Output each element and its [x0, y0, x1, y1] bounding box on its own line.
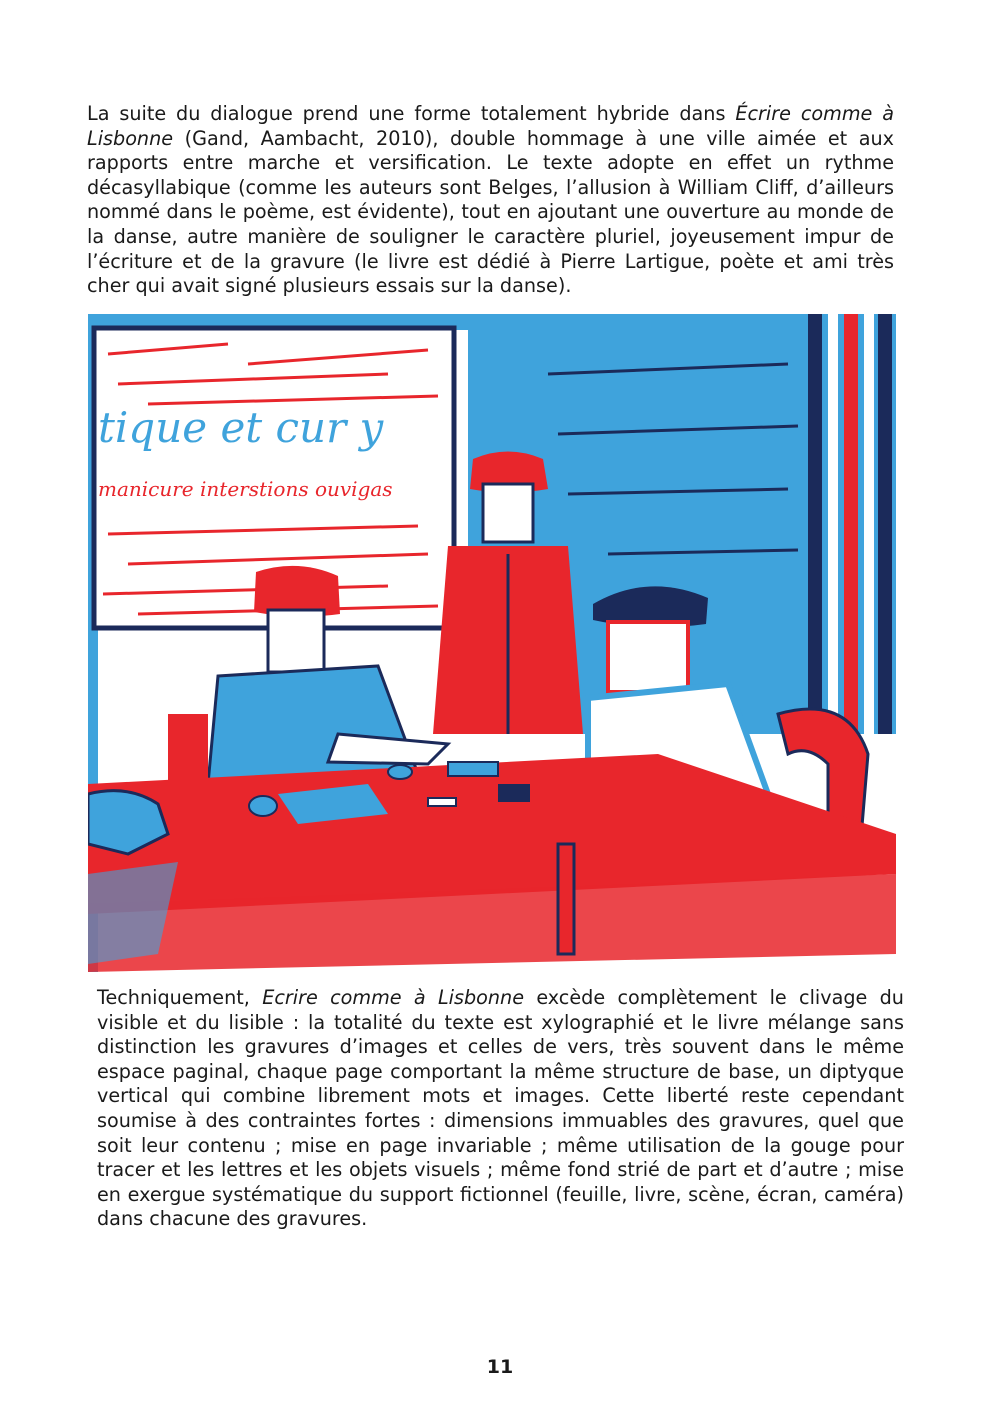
domino-box	[448, 762, 498, 776]
card-box	[498, 784, 530, 802]
poster-text-blue: tique et cur y	[98, 403, 384, 452]
paragraph-intro	[87, 102, 894, 299]
paragraph-technique-text-2: excède complètement le clivage du visible et du lisible : la totalité du texte est xylographié et le livre mélange sans distinction les gravures d’images et celles de vers, très souvent dans le même espace paginal, chaque page comportant la même structure de base, un diptyque vertical qui combine librement mots et images. Cette liberté reste cependant soumise à des contraintes fortes : dimensions immuables des gravures, quel que soit leur contenu ; mise en page invariable ; même utilisation de la gouge pour tracer et les lettres et les objets visuels ; même fond strié de part et d’autre ; mise en exergue systématique du support fictionnel (feuille, livre, scène, écran, caméra) dans chacune des gravures.	[97, 986, 904, 1231]
paragraph-technique	[97, 986, 904, 1232]
paragraph-intro-text-1: La suite du dialogue prend une forme totalement hybride dans	[87, 102, 736, 125]
door-stripes	[808, 314, 892, 734]
ashtray	[388, 765, 412, 779]
woodcut-illustration	[88, 314, 896, 972]
book-title-italic-2: Ecrire comme à Lisbonne	[262, 986, 525, 1009]
paragraph-intro-text-2: (Gand, Aambacht, 2010), double hommage à une ville aimée et aux rapports entre marche et versification. Le texte adopte en effet un rythme décasyllabique (comme les auteurs sont Belges, l’allusion à William Cliff, d’ailleurs nommé dans le poème, est évidente), tout en ajoutant une ouverture au monde de la danse, autre manière de souligner le caractère pluriel, joyeusement impur de l’écriture et de la gravure (le livre est dédié à Pierre Lartigue, poète et ami très cher qui avait signé plusieurs essais sur la danse).	[87, 126, 894, 298]
glass	[249, 796, 277, 816]
poster-text-red: manicure interstions ouvigas	[98, 477, 393, 501]
table-leg	[558, 844, 574, 954]
book-title-italic: Écrire comme à Lisbonne	[87, 102, 894, 150]
paragraph-technique-text-1: Techniquement,	[97, 986, 263, 1009]
page-number: 11	[486, 1356, 514, 1378]
cigarette	[428, 798, 456, 806]
